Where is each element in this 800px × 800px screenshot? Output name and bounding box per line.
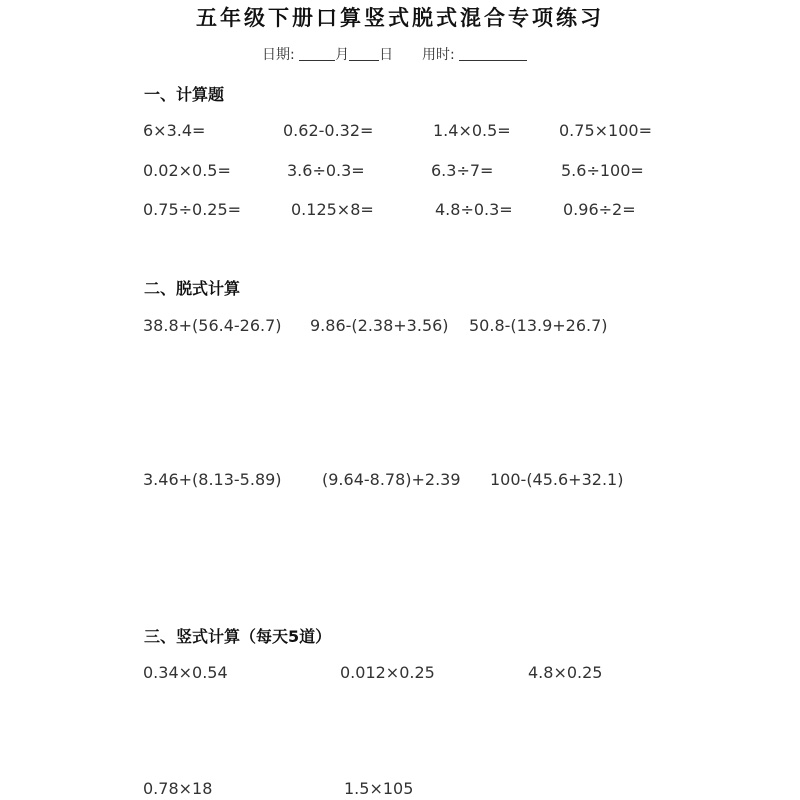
- problem: (9.64-8.78)+2.39: [322, 470, 461, 489]
- section-heading-calculation: 一、计算题: [144, 85, 225, 104]
- problem: 0.62-0.32=: [283, 121, 374, 140]
- month-blank: [299, 46, 335, 61]
- problem: 0.012×0.25: [340, 663, 435, 682]
- problem: 1.5×105: [344, 779, 414, 798]
- month-label: 月: [335, 47, 350, 63]
- day-blank: [349, 46, 379, 61]
- time-blank: [459, 46, 527, 61]
- problem: 0.02×0.5=: [143, 161, 231, 180]
- day-label: 日: [379, 47, 394, 63]
- problem: 0.75÷0.25=: [143, 200, 242, 219]
- section-heading-step-calculation: 二、脱式计算: [144, 279, 241, 298]
- problem: 3.46+(8.13-5.89): [143, 470, 282, 489]
- problem: 3.6÷0.3=: [287, 161, 365, 180]
- worksheet-title: 五年级下册口算竖式脱式混合专项练习: [196, 5, 604, 30]
- section-heading-vertical-calculation: 三、竖式计算（每天5道）: [144, 627, 332, 646]
- problem: 0.96÷2=: [563, 200, 636, 219]
- problem: 4.8×0.25: [528, 663, 603, 682]
- problem: 38.8+(56.4-26.7): [143, 316, 282, 335]
- time-field: [422, 44, 527, 64]
- problem: 9.86-(2.38+3.56): [310, 316, 449, 335]
- problem: 0.34×0.54: [143, 663, 228, 682]
- problem: 6×3.4=: [143, 121, 206, 140]
- time-label: 用时:: [422, 47, 455, 63]
- problem: 4.8÷0.3=: [435, 200, 513, 219]
- date-field: [262, 44, 393, 64]
- date-label: 日期:: [262, 47, 295, 63]
- problem: 5.6÷100=: [561, 161, 644, 180]
- problem: 0.75×100=: [559, 121, 652, 140]
- problem: 50.8-(13.9+26.7): [469, 316, 608, 335]
- problem: 1.4×0.5=: [433, 121, 511, 140]
- problem: 0.78×18: [143, 779, 213, 798]
- problem: 100-(45.6+32.1): [490, 470, 624, 489]
- problem: 0.125×8=: [291, 200, 374, 219]
- problem: 6.3÷7=: [431, 161, 494, 180]
